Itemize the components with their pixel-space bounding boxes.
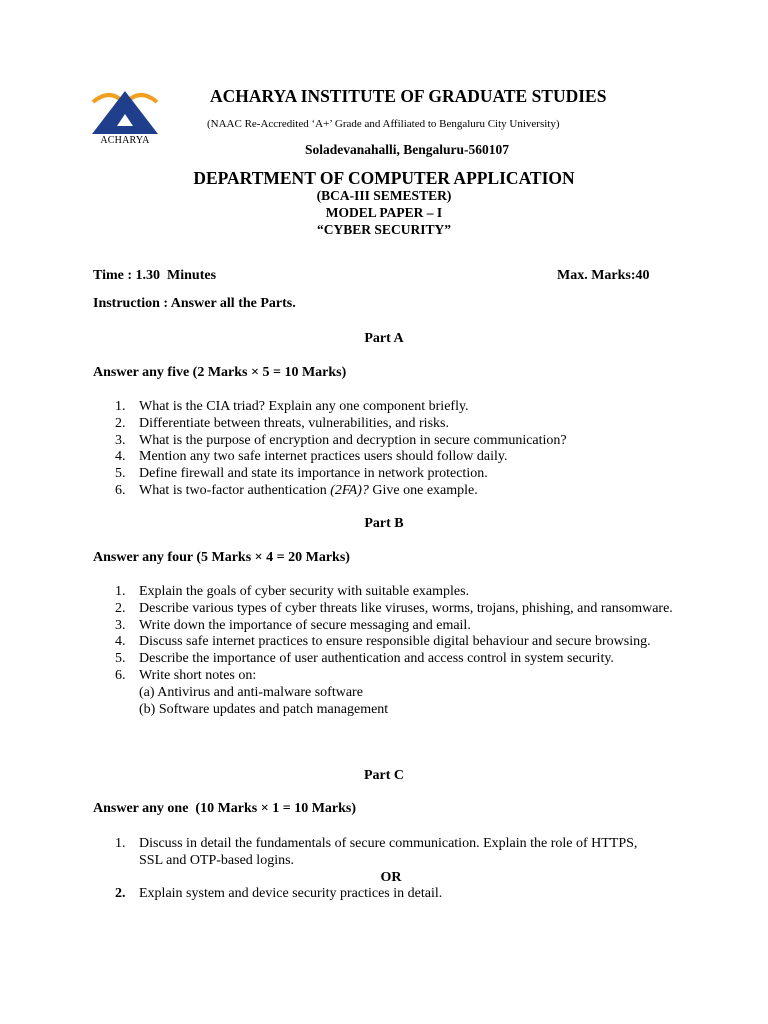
part-c-questions bbox=[93, 836, 653, 903]
sub-question: (b) Software updates and patch management bbox=[139, 701, 389, 717]
exam-time: Time : 1.30 Minutes bbox=[93, 268, 217, 283]
part-c-instruction: Answer any one (10 Marks × 1 = 10 Marks) bbox=[93, 801, 357, 816]
question-item: 4. Discuss safe internet practices to ensure responsible digital behaviour and secure browsing. bbox=[115, 634, 651, 650]
max-marks: Max. Marks:40 bbox=[557, 268, 650, 283]
question-item: 1. Discuss in detail the fundamentals of secure communication. Explain the role of HTTPS, SSL and OTP-based logins. bbox=[115, 836, 638, 868]
institute-name: ACHARYA INSTITUTE OF GRADUATE STUDIES bbox=[210, 86, 607, 106]
part-b-title: Part B bbox=[364, 516, 404, 531]
question-item: 4. Mention any two safe internet practices users should follow daily. bbox=[115, 449, 508, 465]
question-item: 3. Write down the importance of secure messaging and email. bbox=[115, 617, 471, 633]
sub-question: (a) Antivirus and anti-malware software bbox=[139, 684, 363, 700]
model-paper-line: MODEL PAPER – I bbox=[325, 205, 443, 220]
question-item: 2. Explain system and device security practices in detail. bbox=[115, 886, 443, 902]
question-item: 5. Define firewall and state its importance in network protection. bbox=[115, 466, 488, 482]
part-a-questions bbox=[93, 399, 693, 500]
question-item: 2. Differentiate between threats, vulnerabilities, and risks. bbox=[115, 415, 449, 431]
question-item: 1. Explain the goals of cyber security with suitable examples. bbox=[115, 584, 470, 599]
part-b-instruction: Answer any four (5 Marks × 4 = 20 Marks) bbox=[93, 550, 350, 565]
part-b-questions bbox=[93, 584, 683, 718]
part-a-title: Part A bbox=[364, 331, 404, 346]
question-item: 5. Describe the importance of user authentication and access control in system security. bbox=[115, 651, 614, 667]
department-title: DEPARTMENT OF COMPUTER APPLICATION bbox=[193, 168, 575, 188]
question-item: 3. What is the purpose of encryption and decryption in secure communication? bbox=[115, 432, 567, 448]
question-item: 1. What is the CIA triad? Explain any one component briefly. bbox=[115, 399, 469, 414]
logo-text: ACHARYA bbox=[100, 135, 150, 146]
accreditation-line: (NAAC Re-Accredited ‘A+’ Grade and Affiliated to Bengaluru City University) bbox=[207, 118, 560, 130]
address-line: Soladevanahalli, Bengaluru-560107 bbox=[305, 142, 510, 157]
subject-title: “CYBER SECURITY” bbox=[317, 222, 451, 237]
question-item: 6. Write short notes on: (a) Antivirus and anti-malware software (b) Software updates and patch management bbox=[93, 668, 683, 718]
part-a-instruction: Answer any five (2 Marks × 5 = 10 Marks) bbox=[93, 365, 347, 380]
part-c-title: Part C bbox=[363, 768, 405, 783]
question-item: 6. What is two-factor authentication (2FA)? Give one example. bbox=[115, 482, 478, 498]
exam-instruction: Instruction : Answer all the Parts. bbox=[93, 296, 296, 311]
question-item: 2. Describe various types of cyber threats like viruses, worms, trojans, phishing, and ransomware. bbox=[115, 600, 673, 616]
or-separator: OR bbox=[380, 869, 402, 885]
semester-line: (BCA-III SEMESTER) bbox=[316, 188, 452, 203]
